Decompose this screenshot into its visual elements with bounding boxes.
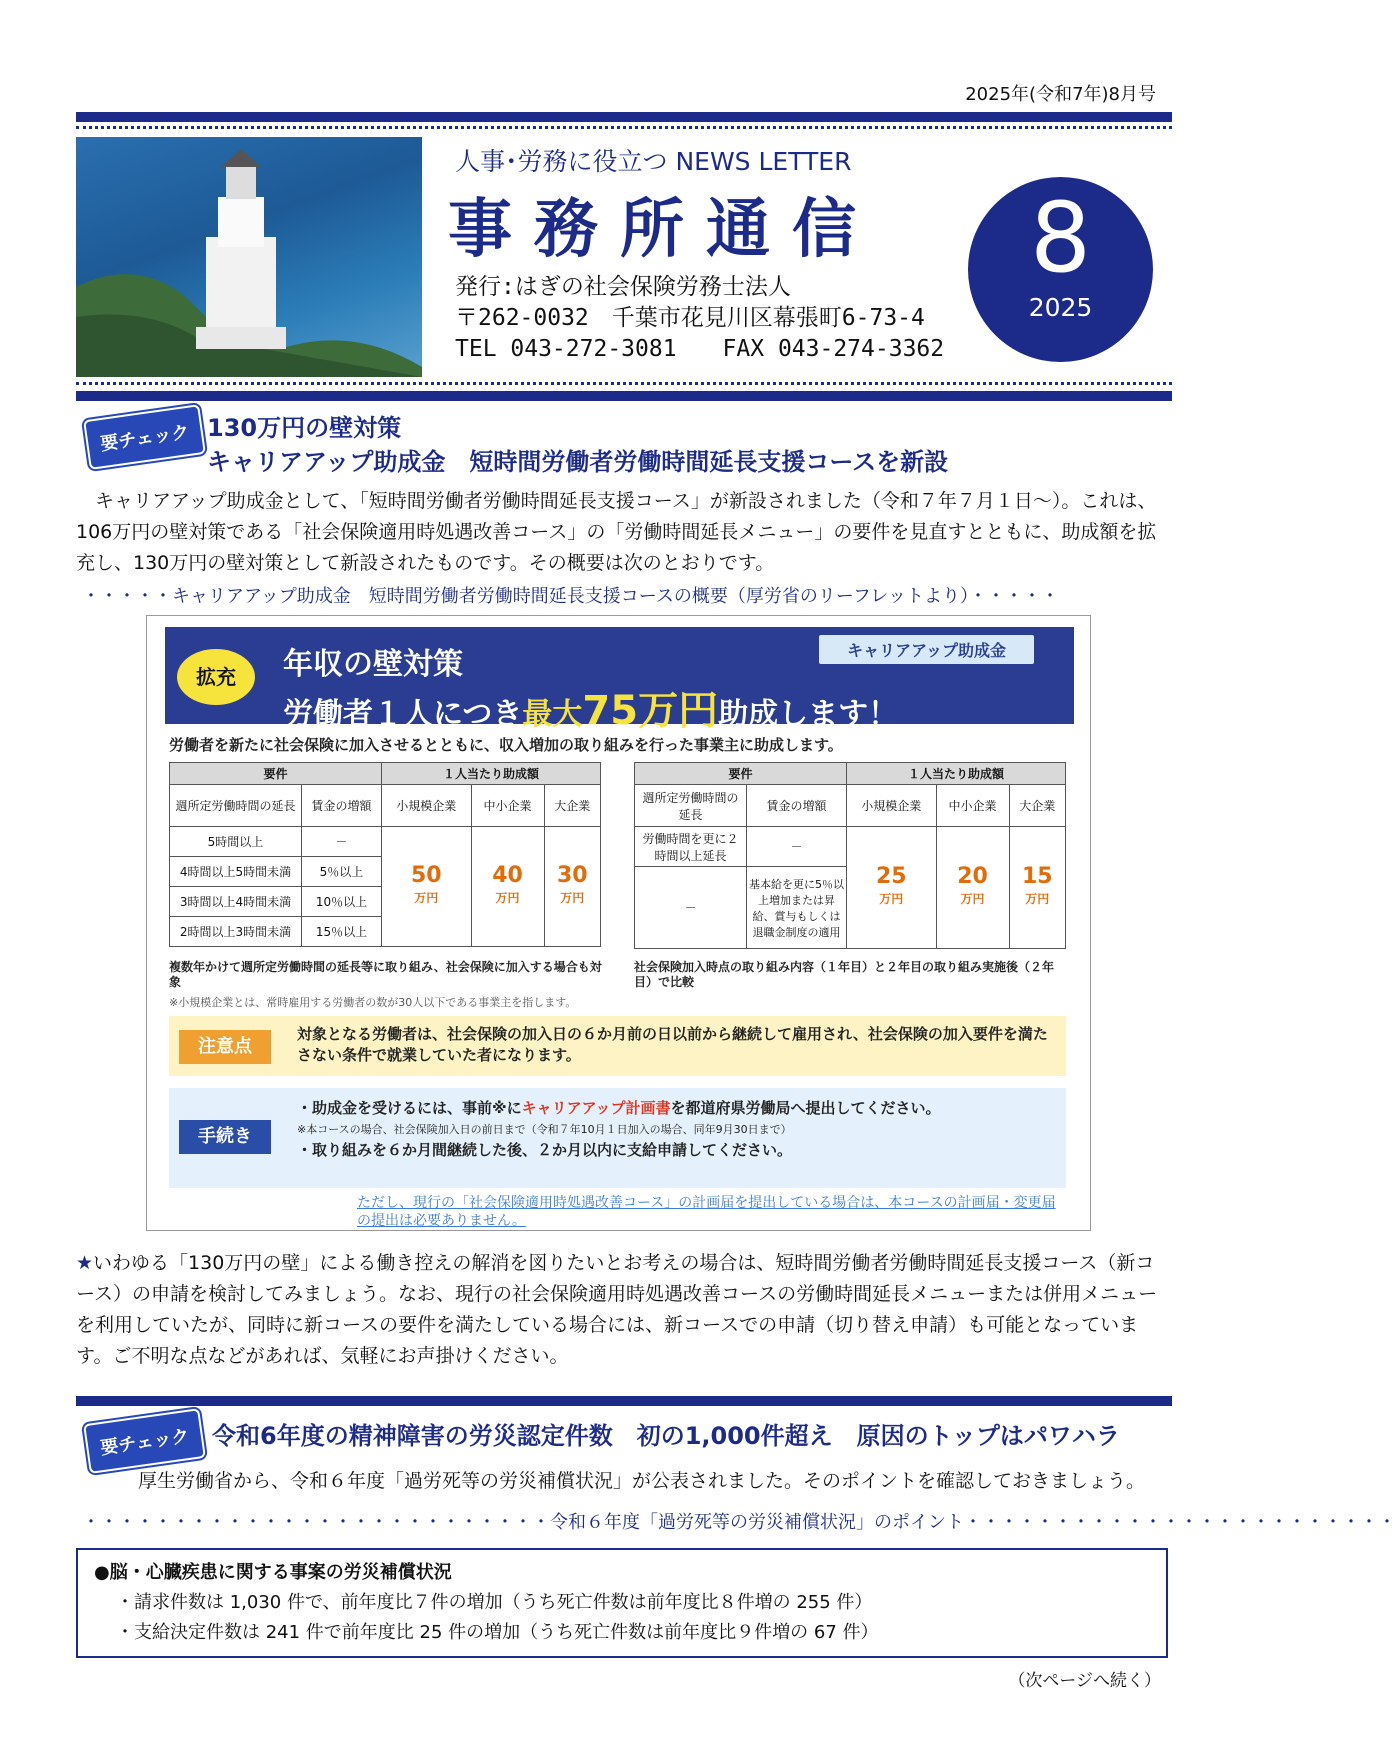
note-right: 社会保険加入時点の取り組み内容（１年目）と２年目の取り組み実施後（２年目）で比較 bbox=[634, 960, 1055, 989]
section1-caption: ・・・・・キャリアアップ助成金 短時間労働者労働時間延長支援コースの概要（厚労省のリーフレットより）・・・・・ bbox=[82, 586, 1060, 607]
table-cell: 15％以上 bbox=[302, 917, 382, 947]
amount-small bbox=[847, 827, 937, 949]
left-h-hours: 週所定労働時間の延長 bbox=[170, 785, 302, 827]
continued-note: （次ページへ続く） bbox=[1008, 1671, 1161, 1691]
left-table bbox=[169, 762, 601, 947]
amount-value: 30 bbox=[556, 862, 588, 888]
table-cell: 10％以上 bbox=[302, 887, 382, 917]
amount-unit: 万円 bbox=[1025, 891, 1050, 906]
lighthouse-photo bbox=[76, 137, 422, 377]
right-h-large: 大企業 bbox=[1009, 785, 1065, 827]
procedure-small: ※本コースの場合、社会保険加入日の前日まで（令和７年10月１日加入の場合、同年9月30日まで） bbox=[297, 1123, 792, 1136]
leaflet-line2a: 労働者１人につき bbox=[283, 697, 523, 732]
amount-large bbox=[1009, 827, 1065, 949]
amount-mid bbox=[936, 827, 1009, 949]
leaflet-line2 bbox=[283, 679, 898, 736]
section2-para: 厚生労働省から、令和６年度「過労死等の労災補償状況」が公表されました。そのポイントを確認しておきましょう。 bbox=[138, 1470, 1146, 1492]
left-h-req: 要件 bbox=[170, 763, 382, 785]
closing-text: いわゆる「130万円の壁」による働き控えの解消を図りたいとお考えの場合は、短時間労働者労働時間延長支援コース（新コース）の申請を検討してみましょう。なお、現行の社会保険適用時処遇改善コースの労働時間延長メニューまたは併用メニューを利用していたが、同時に新コースの要件を満たしている場合には、新コースでの申請（切り替え申請）も可能となっています。ご不明な点などがあれば、気軽にお声掛けください。 bbox=[76, 1252, 1158, 1367]
issue-year: 2025 bbox=[1028, 293, 1093, 322]
leaflet-line2b: 最大 bbox=[522, 697, 583, 732]
note-small: ※小規模企業とは、常時雇用する労働者の数が30人以下である事業主を指します。 bbox=[169, 996, 577, 1009]
star-icon: ★ bbox=[76, 1252, 94, 1274]
procedure-line2: ・取り組みを６か月間継続した後、２か月以内に支給申請してください。 bbox=[297, 1141, 793, 1159]
leaflet-line2c: 75万円 bbox=[582, 688, 719, 734]
newsletter-title: 事務所通信 bbox=[448, 193, 878, 267]
amount-unit: 万円 bbox=[495, 890, 520, 905]
newsletter-subtitle: 人事･労務に役立つ NEWS LETTER bbox=[455, 147, 852, 176]
table-cell: 労働時間を更に２時間以上延長 bbox=[635, 827, 747, 867]
table-cell: 4時間以上5時間未満 bbox=[170, 857, 302, 887]
top-bar bbox=[76, 112, 1172, 122]
leaflet-line2d: 助成します！ bbox=[718, 697, 899, 732]
section2-caption: ・・・・・・・・・・・・・・・・・・・・・・・・・・令和６年度「過労死等の労災補償状況」のポイント・・・・・・・・・・・・・・・・・・・・・・・・ bbox=[82, 1512, 1396, 1533]
section1-para: キャリアアップ助成金として、「短時間労働者労働時間延長支援コース」が新設されました（令和７年７月１日～）。これは、106万円の壁対策である「社会保険適用時処遇改善コース」の「労働時間延長メニュー」の要件を見直すとともに、助成額を拡充し、130万円の壁対策として新設されたものです。その概要は次のとおりです。 bbox=[76, 490, 1157, 574]
procedure-footnote: ただし、現行の「社会保険適用時処遇改善コース」の計画届を提出している場合は、本コースの計画届・変更届の提出は必要ありません。 bbox=[357, 1195, 1056, 1229]
leaflet-header bbox=[165, 627, 1074, 734]
amount-value: 50 bbox=[410, 862, 442, 888]
table-cell: － bbox=[747, 827, 847, 867]
procedure-label: 手続き bbox=[179, 1120, 271, 1154]
leaflet-tag: キャリアアップ助成金 bbox=[819, 635, 1034, 664]
amount-small bbox=[382, 827, 472, 947]
left-h-small: 小規模企業 bbox=[382, 785, 472, 827]
table-cell: － bbox=[302, 827, 382, 857]
section1-bar bbox=[76, 391, 1172, 401]
box-items bbox=[116, 1588, 879, 1648]
section2-box bbox=[76, 1548, 1168, 1658]
amount-value: 15 bbox=[1021, 863, 1053, 889]
table-cell: 5％以上 bbox=[302, 857, 382, 887]
leaflet-image bbox=[146, 615, 1091, 1231]
right-h-wage: 賃金の増額 bbox=[747, 785, 847, 827]
warning-label: 注意点 bbox=[179, 1030, 271, 1064]
proc1b: キャリアアップ計画書 bbox=[521, 1099, 671, 1117]
warning-box bbox=[169, 1016, 1066, 1076]
leaflet-intro: 労働者を新たに社会保険に加入させるとともに、収入増加の取り組みを行った事業主に助成します。 bbox=[169, 736, 843, 754]
note-left: 複数年かけて週所定労働時間の延長等に取り組み、社会保険に加入する場合も対象 bbox=[169, 960, 602, 989]
proc1c: を都道府県労働局へ提出してください。 bbox=[670, 1099, 941, 1117]
table-cell: 5時間以上 bbox=[170, 827, 302, 857]
section1-badge: 要チェック bbox=[83, 404, 206, 470]
header-dotted-line bbox=[76, 382, 1172, 385]
amount-value: 25 bbox=[875, 863, 907, 889]
section2-title: 令和6年度の精神障害の労災認定件数 初の1,000件超え 原因のトップはパワハラ bbox=[212, 1422, 1120, 1450]
section1-closing bbox=[76, 1248, 1172, 1372]
section2-bar bbox=[76, 1396, 1172, 1406]
address: 〒262-0032 千葉市花見川区幕張町6-73-4 bbox=[455, 305, 925, 331]
amount-unit: 万円 bbox=[560, 890, 585, 905]
amount-unit: 万円 bbox=[414, 890, 439, 905]
procedure-box bbox=[169, 1088, 1066, 1188]
right-h-amt: １人当たり助成額 bbox=[847, 763, 1066, 785]
list-item: ・請求件数は 1,030 件で、前年度比７件の増加（うち死亡件数は前年度比８件増の 255 件） bbox=[116, 1592, 873, 1613]
right-table bbox=[634, 762, 1066, 949]
amount-unit: 万円 bbox=[960, 891, 985, 906]
left-h-mid: 中小企業 bbox=[471, 785, 544, 827]
table-cell: 基本給を更に5％以上増加または昇給、賞与もしくは退職金制度の適用 bbox=[747, 867, 847, 949]
right-h-hours: 週所定労働時間の延長 bbox=[635, 785, 747, 827]
left-h-wage: 賃金の増額 bbox=[302, 785, 382, 827]
leaflet-line1: 年収の壁対策 bbox=[283, 647, 463, 682]
right-h-small: 小規模企業 bbox=[847, 785, 937, 827]
issue-date: 2025年(令和7年)8月号 bbox=[965, 84, 1156, 105]
publisher: 発行:はぎの社会保険労務士法人 bbox=[455, 274, 791, 300]
warning-text: 対象となる労働者は、社会保険の加入日の６か月前の日以前から継続して雇用され、社会保険の加入要件を満たさない条件で就業していた者になります。 bbox=[297, 1025, 1048, 1064]
right-h-req: 要件 bbox=[635, 763, 847, 785]
left-h-large: 大企業 bbox=[544, 785, 600, 827]
amount-value: 20 bbox=[957, 863, 988, 889]
issue-circle bbox=[968, 177, 1153, 362]
procedure-line1 bbox=[297, 1098, 1057, 1119]
amount-value: 40 bbox=[492, 862, 523, 888]
table-cell: 2時間以上3時間未満 bbox=[170, 917, 302, 947]
top-dotted-line bbox=[76, 126, 1172, 129]
list-item: ・支給決定件数は 241 件で前年度比 25 件の増加（うち死亡件数は前年度比９件増の 67 件） bbox=[116, 1622, 879, 1643]
issue-number: 8 bbox=[1029, 182, 1092, 294]
left-h-amt: １人当たり助成額 bbox=[382, 763, 601, 785]
table-cell: 3時間以上4時間未満 bbox=[170, 887, 302, 917]
amount-large bbox=[544, 827, 600, 947]
box-title: ●脳・心臓疾患に関する事案の労災補償状況 bbox=[94, 1562, 452, 1583]
proc1a: ・助成金を受けるには、事前※に bbox=[297, 1099, 522, 1117]
section1-title2: キャリアアップ助成金 短時間労働者労働時間延長支援コースを新設 bbox=[207, 448, 949, 476]
table-cell: － bbox=[635, 867, 747, 949]
section1-title1: 130万円の壁対策 bbox=[207, 414, 402, 442]
section2-badge: 要チェック bbox=[83, 1408, 206, 1474]
amount-mid bbox=[471, 827, 544, 947]
tel-fax: TEL 043-272-3081 FAX 043-274-3362 bbox=[455, 336, 945, 362]
right-h-mid: 中小企業 bbox=[936, 785, 1009, 827]
procedure-text bbox=[297, 1098, 1057, 1161]
publisher-info bbox=[455, 272, 944, 365]
expand-badge: 拡充 bbox=[177, 649, 255, 705]
amount-unit: 万円 bbox=[879, 891, 904, 906]
